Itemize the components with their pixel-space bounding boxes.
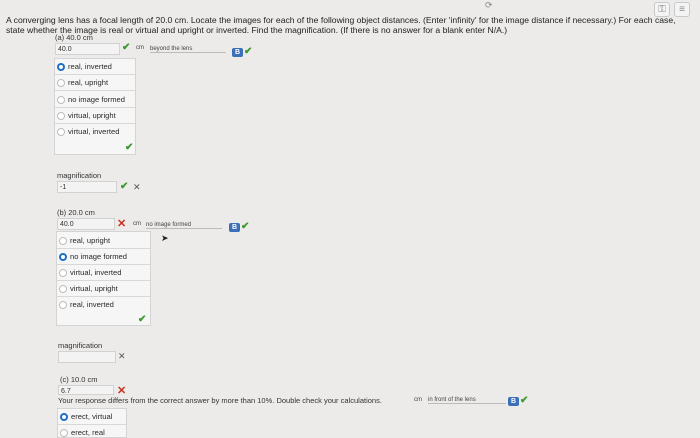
part-a-option-3[interactable]: no image formed bbox=[57, 95, 125, 104]
part-a-unit: cm bbox=[136, 45, 144, 51]
part-c-option-1[interactable]: erect, virtual bbox=[60, 412, 112, 421]
radio[interactable] bbox=[59, 301, 67, 309]
part-a-distance-input[interactable]: 40.0 bbox=[55, 43, 120, 55]
radio[interactable] bbox=[59, 285, 67, 293]
part-a-magnification-label: magnification bbox=[57, 171, 102, 180]
part-a-magnification-check-icon: ✔ bbox=[120, 181, 129, 192]
radio-selected[interactable] bbox=[57, 63, 65, 71]
part-c-label: (c) 10.0 cm bbox=[60, 375, 98, 384]
part-c-option-2[interactable]: erect, real bbox=[60, 428, 105, 437]
part-a-option-2[interactable]: real, upright bbox=[57, 78, 108, 87]
part-b-option-3[interactable]: virtual, inverted bbox=[59, 268, 122, 277]
part-b-magnification-input[interactable] bbox=[58, 351, 116, 363]
mouse-cursor-icon: ➤ bbox=[161, 233, 169, 243]
radio-selected[interactable] bbox=[60, 413, 68, 421]
part-b-option-1[interactable]: real, upright bbox=[59, 236, 110, 245]
part-b-magnification-label: magnification bbox=[58, 341, 103, 350]
part-c-distance-input[interactable]: 6.7 bbox=[58, 385, 114, 395]
part-b-distance-x-icon: ✕ bbox=[117, 218, 127, 230]
part-b-location-select[interactable]: no image formed bbox=[146, 222, 222, 229]
radio-selected[interactable] bbox=[59, 253, 67, 261]
problem-statement: A converging lens has a focal length of 20.0 cm. Locate the images for each of the following object distances. (Enter 'infinity' for the image distance if necessary.) For each case, state whether the image is real or virtual and upright or inverted. Find the magnification. (If there is no answer for a blank enter N/A.) bbox=[6, 15, 676, 36]
part-c-unit: cm bbox=[414, 397, 422, 403]
part-b-label: (b) 20.0 cm bbox=[57, 208, 95, 217]
part-b-options-check-icon: ✔ bbox=[138, 314, 147, 325]
part-a-options-box bbox=[54, 58, 136, 155]
part-a-distance-check-icon: ✔ bbox=[122, 42, 131, 53]
refresh-icon[interactable]: ⟳ bbox=[485, 0, 493, 10]
part-a-magnification-input[interactable]: -1 bbox=[57, 181, 117, 193]
part-a-option-4[interactable]: virtual, upright bbox=[57, 111, 116, 120]
radio[interactable] bbox=[57, 79, 65, 87]
part-b-option-5[interactable]: real, inverted bbox=[59, 300, 114, 309]
part-b-option-2[interactable]: no image formed bbox=[59, 252, 127, 261]
part-a-option-1[interactable]: real, inverted bbox=[57, 62, 112, 71]
part-a-magnification-x-icon: ✕ bbox=[133, 182, 141, 192]
part-b-option-4[interactable]: virtual, upright bbox=[59, 284, 118, 293]
part-c-select-button[interactable]: B bbox=[508, 397, 519, 406]
lock-icon[interactable]: ⚿ bbox=[654, 2, 670, 17]
part-a-select-button[interactable]: B bbox=[232, 48, 243, 57]
part-a-select-check-icon: ✔ bbox=[244, 46, 253, 57]
part-b-select-button[interactable]: B bbox=[229, 223, 240, 232]
radio[interactable] bbox=[59, 237, 67, 245]
part-b-options-box bbox=[56, 231, 151, 326]
part-b-select-check-icon: ✔ bbox=[241, 221, 250, 232]
part-c-distance-x-icon: ✕ bbox=[117, 385, 127, 397]
part-a-option-5[interactable]: virtual, inverted bbox=[57, 127, 120, 136]
radio[interactable] bbox=[60, 429, 68, 437]
radio[interactable] bbox=[57, 96, 65, 104]
radio[interactable] bbox=[59, 269, 67, 277]
radio[interactable] bbox=[57, 112, 65, 120]
part-a-label: (a) 40.0 cm bbox=[55, 33, 93, 42]
part-b-unit: cm bbox=[133, 221, 141, 227]
radio[interactable] bbox=[57, 128, 65, 136]
menu-icon[interactable]: ≡ bbox=[674, 2, 690, 17]
part-a-options-check-icon: ✔ bbox=[125, 142, 134, 153]
part-c-select-check-icon: ✔ bbox=[520, 395, 529, 406]
part-c-location-select[interactable]: in front of the lens bbox=[428, 397, 506, 404]
part-b-magnification-x-icon: ✕ bbox=[118, 351, 126, 361]
part-c-feedback: Your response differs from the correct answer by more than 10%. Double check your calculations. bbox=[58, 396, 382, 405]
part-a-location-select[interactable]: beyond the lens bbox=[150, 46, 226, 53]
part-b-distance-input[interactable]: 40.0 bbox=[57, 218, 115, 230]
